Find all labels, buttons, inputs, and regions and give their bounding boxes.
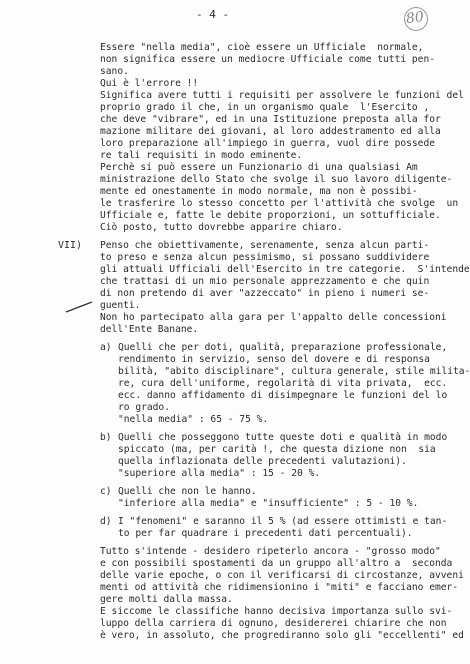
text-line: ministrazione dello Stato che svolge il suo lavoro diligente- — [100, 174, 453, 185]
text-line: re tali requisiti in modo eminente. — [100, 150, 303, 161]
handwritten-page-note: 80 — [404, 8, 425, 28]
text-line: non significa essere un mediocre Ufficiale come tutti pen- — [100, 54, 436, 65]
text-line: menti od attività che ridimensionino i "miti" e facciano emer- — [100, 582, 459, 593]
text-line: to preso e senza alcun pessimismo, si possano suddividere — [100, 252, 430, 263]
text-line: sano. — [100, 66, 129, 77]
text-line: che deve "vibrare", ed in una Istituzione preposta alla for — [100, 114, 441, 125]
section-label: VII) — [58, 240, 83, 251]
text-line: guenti. — [100, 300, 141, 311]
text-line: Qui è l'errore !! — [100, 78, 199, 89]
text-line: Ufficiale e, fatte le debite proporzioni, un sottufficiale. — [100, 210, 441, 221]
list-label: d) — [100, 516, 112, 527]
text-line: Perchè si può essere un Funzionario di una qualsiasi Am — [100, 162, 418, 173]
text-line: Quelli che posseggono tutte queste doti e qualità in modo — [118, 432, 448, 443]
page-number: - 4 - — [196, 8, 230, 21]
text-line: Ciò posto, tutto dovrebbe apparire chiaro. — [100, 222, 343, 233]
text-line: "nella media" : 65 - 75 %. — [118, 414, 269, 425]
list-label: c) — [100, 486, 112, 497]
handwritten-check-mark — [64, 300, 94, 314]
text-line: Tutto s'intende - desidero ripeterlo ancora - "grosso modo" — [100, 546, 441, 557]
text-line: Non ho partecipato alla gara per l'appalto delle concessioni — [100, 312, 447, 323]
text-line: è vero, in assoluto, che progrediranno solo gli "eccellenti" ed — [100, 630, 464, 641]
text-line: luppo della carriera di ognuno, desidererei chiarire che non — [100, 618, 447, 629]
text-line: quella inflazionata delle precedenti valutazioni). — [118, 456, 407, 467]
text-line: gli attuali Ufficiali dell'Esercito in tre categorie. S'intende — [100, 264, 470, 275]
text-line: rendimento in servizio, senso del dovere e di responsa — [118, 354, 430, 365]
text-line: ecc. danno affidamento di disimpegnare le funzioni del lo — [118, 390, 448, 401]
text-line: Penso che obiettivamente, serenamente, senza alcun parti- — [100, 240, 430, 251]
text-line: E siccome le classifiche hanno decisiva importanza sullo svi- — [100, 606, 453, 617]
text-line: delle varie epoche, o con il verificarsi di circostanze, avveni — [100, 570, 464, 581]
text-line: di non pretendo di aver "azzeccato" in pieno i numeri se- — [100, 288, 430, 299]
text-line: "superiore alla media" : 15 - 20 %. — [118, 468, 321, 479]
text-line: Quelli che per doti, qualità, preparazione professionale, — [118, 342, 448, 353]
text-line: mente ed onestamente in modo normale, ma non è possibi- — [100, 186, 418, 197]
text-line: Quelli che non le hanno. — [118, 486, 257, 497]
text-line: loro preparazione all'impiego in guerra, vuol dire possede — [100, 138, 436, 149]
text-line: ro grado. — [118, 402, 170, 413]
text-line: Significa avere tutti i requisiti per assolvere le funzioni del — [100, 90, 464, 101]
text-line: "inferiore alla media" e "insufficiente" : 5 - 10 %. — [118, 498, 419, 509]
text-line: I "fenomeni" e saranno il 5 % (ad essere ottimisti e tan- — [118, 516, 448, 527]
text-line: e con possibili spostamenti da un gruppo all'altro a seconda — [100, 558, 453, 569]
text-line: le trasferire lo stesso concetto per l'attività che svolge un — [100, 198, 459, 209]
text-line: proprio grado il che, in un organismo quale l'Esercito , — [100, 102, 430, 113]
text-line: to per far quadrare i precedenti dati percentuali). — [118, 528, 413, 539]
text-line: Essere "nella media", cioè essere un Ufficiale normale, — [100, 42, 424, 53]
list-label: b) — [100, 432, 112, 443]
text-line: re, cura dell'uniforme, regolarità di vita privata, ecc. — [118, 378, 448, 389]
text-line: bilità, "abito disciplinare", cultura generale, stile milita- — [118, 366, 470, 377]
text-line: dell'Ente Banane. — [100, 324, 199, 335]
list-label: a) — [100, 342, 112, 353]
text-line: che trattasi di un mio personale apprezzamento e che quin — [100, 276, 430, 287]
text-line: spiccato (ma, per carità !, che questa dizione non sia — [118, 444, 436, 455]
text-line: mazione militare dei giovani, al loro addestramento ed alla — [100, 126, 441, 137]
text-line: gere molti dalla massa. — [100, 594, 233, 605]
